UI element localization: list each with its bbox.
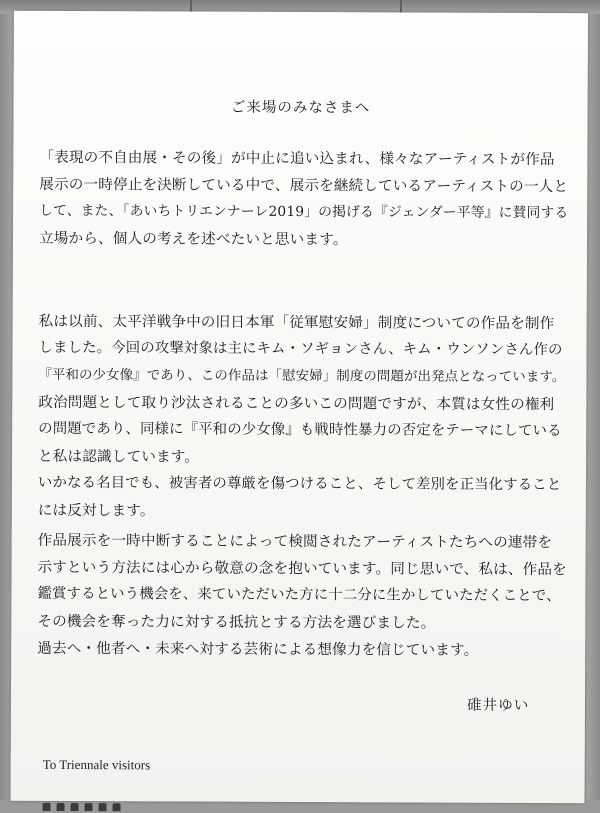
text-line: 示すという方法には心から敬意の念を抱いています。同じ思いで、私は、作品を — [37, 558, 567, 579]
text-line: の問題であり、同様に『平和の少女像』も戦時性暴力の否定をテーマにしている — [38, 420, 562, 440]
cut-off-text-line — [43, 787, 163, 812]
paragraph-2 — [38, 308, 569, 526]
wall-right — [586, 14, 600, 800]
text-line: 「表現の不自由展・その後」が中止に追い込まれ、様々なアーティストが作品 — [39, 148, 555, 169]
text-line: 『平和の少女像』であり、この作品は「慰安婦」制度の問題が出発点となっています。 — [38, 367, 566, 386]
paragraph-1 — [39, 144, 569, 254]
cut-off-glyph — [98, 803, 106, 811]
cut-off-glyph — [43, 803, 51, 812]
text-line: 展示の一時停止を決断している中で、展示を継続しているアーティストの一人と — [39, 175, 569, 196]
text-line: 私は以前、太平洋戦争中の旧日本軍「従軍慰安婦」制度についての作品を制作 — [38, 312, 555, 333]
text-line: 政治問題として取り沙汰されることの多いこの問題ですが、本質は女性の権利 — [38, 393, 555, 414]
text-line: しました。今回の攻撃対象は主にキム・ソギョンさん、キム・ウンソンさん作の — [38, 339, 563, 359]
notice-paper — [11, 11, 588, 803]
text-line: いかなる名目でも、被害者の尊厳を傷つけること、そして差別を正当化すること — [37, 474, 562, 494]
text-line: その機会を奪った力に対する抵抗とする方法を選びました。 — [37, 612, 436, 632]
text-line: して、また、「あいちトリエンナーレ2019」の掲げる『ジェンダー平等』に賛同する — [39, 202, 569, 222]
author-signature: 碓井ゆい — [466, 696, 530, 715]
cut-off-glyph — [112, 803, 120, 811]
cut-off-glyph — [56, 803, 64, 811]
text-line: と私は認識しています。 — [38, 447, 200, 466]
cut-off-glyph — [70, 803, 78, 811]
notice-title: ご来場のみなさまへ — [230, 99, 371, 117]
text-line: 鑑賞するという機会を、来ていただいた方に十二分に生かしていただくことで、 — [37, 585, 561, 605]
text-line: 過去へ・他者へ・未来へ対する芸術による想像力を信じています。 — [37, 639, 479, 659]
cut-off-glyph — [84, 803, 92, 811]
paragraph-3 — [37, 527, 568, 664]
text-line: 作品展示を一時中断することによって検閲されたアーティストたちへの連帯を — [37, 531, 553, 552]
text-line: には反対します。 — [37, 501, 155, 520]
english-heading: To Triennale visitors — [42, 756, 151, 773]
text-line: 立場から、個人の考えを述べたいと思います。 — [38, 229, 348, 249]
